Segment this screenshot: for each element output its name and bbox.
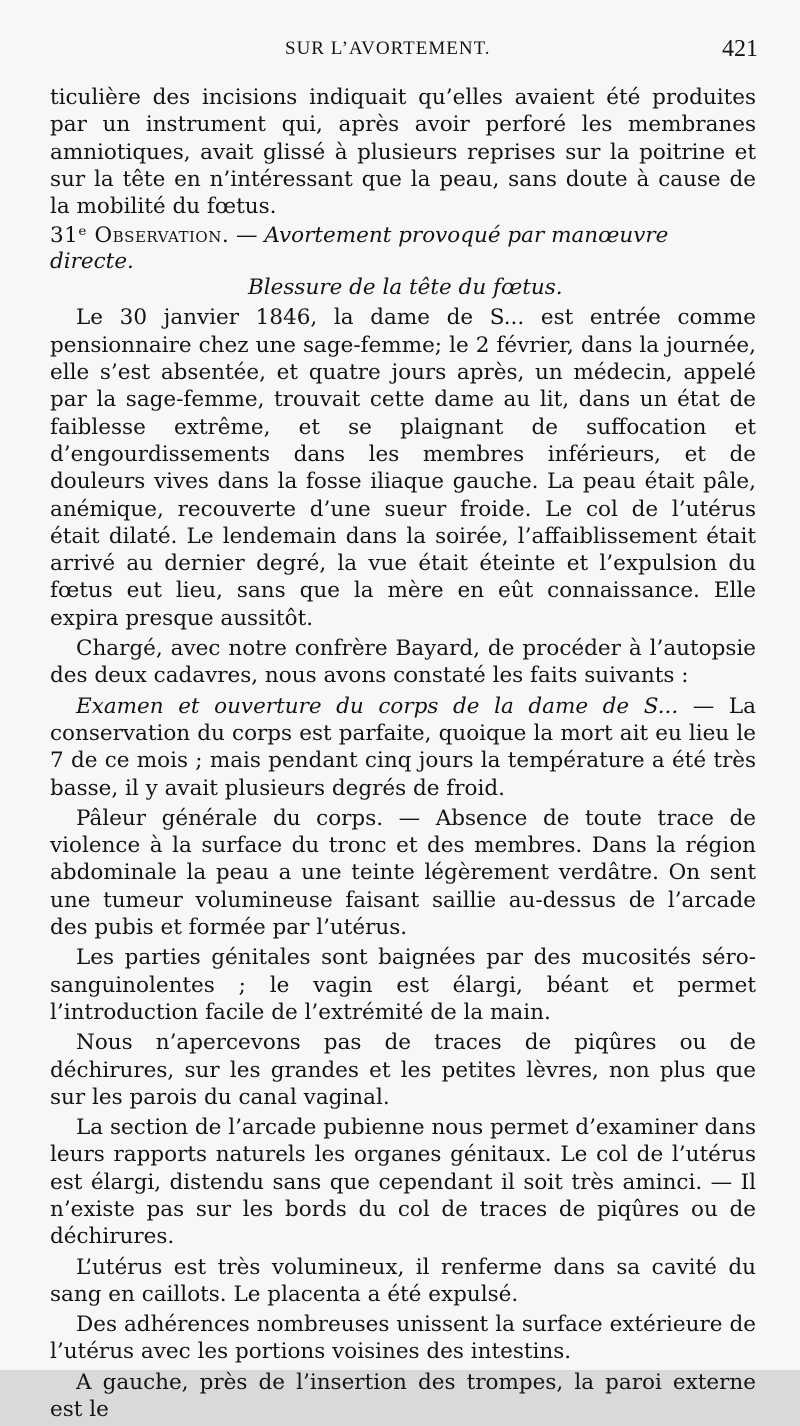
- observation-heading: [50, 223, 756, 301]
- observation-title-line1: Avortement provoqué par manœuvre directe.: [50, 223, 669, 275]
- paragraph: Le 30 janvier 1846, la dame de S... est entrée comme pensionnaire chez une sage-femme; le 2 février, dans la journée, elle s’est absentée, et quatre jours après, un médecin, appelé par la sage-femme, trouvait cette dame au lit, dans un état de faiblesse extrême, et se plaignant de suffocation et d’engourdissements dans les membres inférieurs, et de douleurs vives dans la fosse iliaque gauche. La peau était pâle, anémique, recouverte d’une sueur froide. Le col de l’utérus était dilaté. Le lendemain dans la soirée, l’affaiblissement était arrivé au dernier degré, la vue était éteinte et l’expulsion du fœtus eut lieu, sans que la mère en eût connaissance. Elle expira presque aussitôt.: [50, 305, 756, 631]
- paragraph-text: — La conservation du corps est parfaite, quoique la mort ait eu lieu le 7 de ce mois ; mais pendant cinq jours la température a été très basse, il y avait plusieurs degrés de froid.: [50, 693, 756, 801]
- page-number: 421: [722, 36, 758, 62]
- paragraph: Pâleur générale du corps. — Absence de toute trace de violence à la surface du tronc et des membres. Dans la région abdominale la peau a une teinte légèrement verdâtre. On sent une tumeur volumineuse faisant saillie au-dessus de l’arcade des pubis et formée par l’utérus.: [50, 805, 756, 941]
- paragraph: [50, 693, 756, 802]
- paragraph: Chargé, avec notre confrère Bayard, de procéder à l’autopsie des deux cadavres, nous avons constaté les faits suivants :: [50, 636, 756, 689]
- paragraph: Des adhérences nombreuses unissent la surface extérieure de l’utérus avec les portions voisines des intestins.: [50, 1312, 756, 1365]
- examination-heading: Examen et ouverture du corps de la dame de S...: [76, 693, 679, 719]
- observation-dash: —: [229, 223, 265, 249]
- running-title: SUR L’AVORTEMENT.: [285, 38, 491, 59]
- paragraph-continued: ticulière des incisions indiquait qu’elles avaient été produites par un instrument qui, après avoir perforé les membranes amniotiques, avait glissé à plusieurs reprises sur la poitrine et sur la tête en n’intéressant que la peau, sans doute à cause de la mobilité du fœtus.: [50, 85, 756, 220]
- body-text: [50, 84, 756, 1426]
- observation-title-line2: Blessure de la tête du fœtus.: [248, 275, 563, 301]
- paragraph: A gauche, près de l’insertion des trompes, la paroi externe est le: [50, 1369, 756, 1423]
- paragraph: La section de l’arcade pubienne nous permet d’examiner dans leurs rapports naturels les organes génitaux. Le col de l’utérus est élargi, distendu sans que cependant il soit très aminci. — Il n’existe pas sur les bords du col de traces de piqûres ou de déchirures.: [50, 1115, 756, 1250]
- paragraph: Les parties génitales sont baignées par des mucosités séro-sanguinolentes ; le vagin est élargi, béant et permet l’introduction facile de l’extrémité de la main.: [50, 945, 756, 1025]
- paragraph: L’utérus est très volumineux, il renferme dans sa cavité du sang en caillots. Le placenta a été expulsé.: [50, 1254, 756, 1307]
- observation-number: 31ᵉ Observation.: [50, 223, 230, 249]
- paragraph: Nous n’apercevons pas de traces de piqûres ou de déchirures, sur les grandes et les petites lèvres, non plus que sur les parois du canal vaginal.: [50, 1030, 756, 1110]
- running-head: [0, 38, 800, 74]
